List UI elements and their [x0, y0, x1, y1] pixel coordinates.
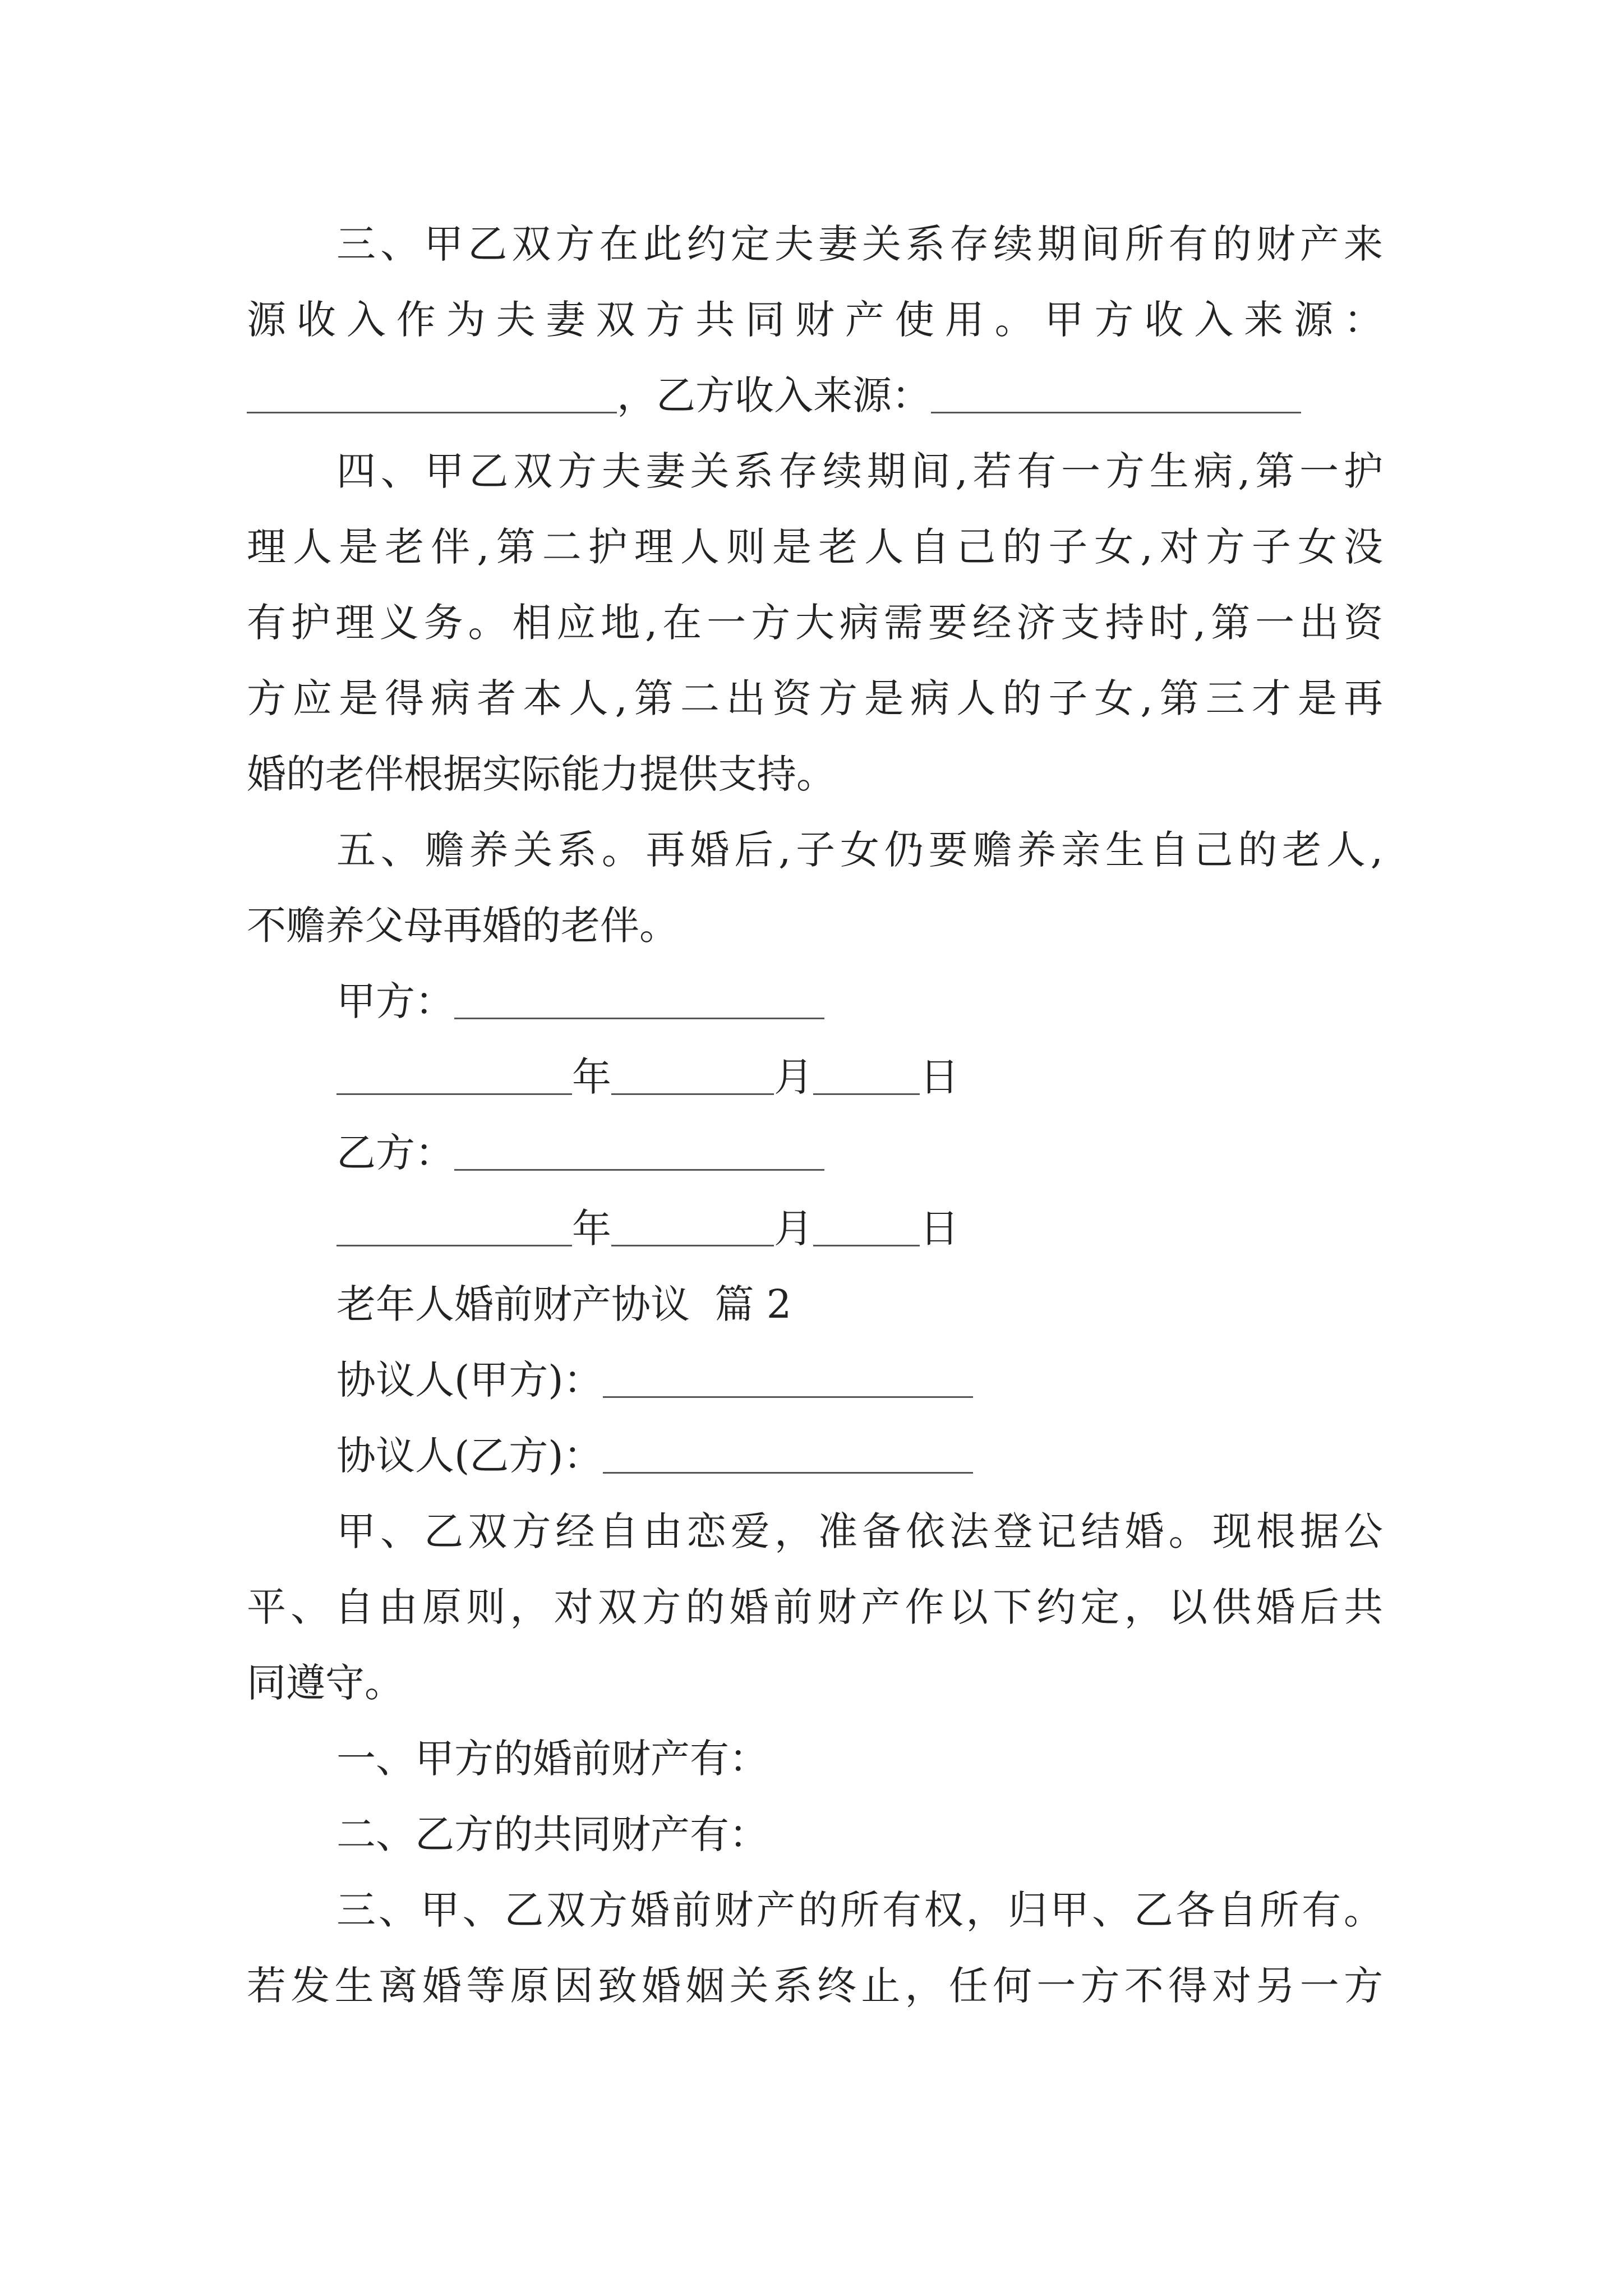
- paragraph-line: 甲、乙双方经自由恋爱，准备依法登记结婚。现根据公: [336, 1508, 1383, 1554]
- blank-underline: [813, 1054, 920, 1095]
- blank-underline: [336, 1205, 572, 1246]
- list-item: 二、乙方的共同财产有：: [336, 1811, 768, 1857]
- blank-underline: [247, 372, 617, 413]
- blank-underline: [603, 1357, 973, 1398]
- paragraph-line: 源收入作为夫妻双方共同财产使用。甲方收入来源：: [247, 297, 1383, 343]
- paragraph-line: 三、甲、乙双方婚前财产的所有权，归甲、乙各自所有。: [336, 1887, 1383, 1933]
- date-line: [336, 1049, 959, 1105]
- paragraph-line: 有护理义务。相应地,在一方大病需要经济支持时,第一出资: [247, 600, 1383, 646]
- paragraph-line: 四、甲乙双方夫妻关系存续期间,若有一方生病,第一护: [336, 448, 1383, 494]
- party-a-label: 甲方：: [336, 978, 454, 1024]
- month-label: 月: [774, 1054, 813, 1100]
- paragraph-line: 理人是老伴,第二护理人则是老人自己的子女,对方子女没: [247, 524, 1383, 570]
- blank-underline: [336, 1054, 572, 1095]
- year-label: 年: [572, 1205, 611, 1251]
- blank-underline: [931, 372, 1301, 413]
- signature-line-party-a: [336, 973, 824, 1029]
- paragraph-line: 同遵守。: [247, 1660, 404, 1706]
- paragraph-line: 婚的老伴根据实际能力提供支持。: [247, 751, 836, 797]
- agreement-party-a-label: 协议人(甲方)：: [336, 1357, 603, 1403]
- year-label: 年: [572, 1054, 611, 1100]
- month-label: 月: [774, 1205, 813, 1251]
- section-title: 老年人婚前财产协议 篇 2: [336, 1281, 792, 1327]
- blank-underline: [454, 978, 824, 1019]
- paragraph-line: 三、甲乙双方在此约定夫妻关系存续期间所有的财产来: [336, 221, 1383, 267]
- paragraph-line: 方应是得病者本人,第二出资方是病人的子女,第三才是再: [247, 675, 1383, 721]
- blank-underline: [813, 1205, 920, 1246]
- paragraph-line: 不赡养父母再婚的老伴。: [247, 903, 679, 949]
- list-item: 一、甲方的婚前财产有：: [336, 1736, 768, 1782]
- blank-underline: [454, 1130, 824, 1171]
- blank-underline: [603, 1433, 973, 1474]
- blank-underline: [611, 1205, 774, 1246]
- day-label: 日: [920, 1054, 959, 1100]
- paragraph-line: 平、自由原则，对双方的婚前财产作以下约定，以供婚后共: [247, 1584, 1383, 1630]
- date-line: [336, 1200, 959, 1257]
- paragraph-line: [247, 367, 1301, 424]
- income-label: ，乙方收入来源：: [617, 372, 931, 418]
- agreement-party-b: [336, 1428, 973, 1484]
- paragraph-line: 五、赡养关系。再婚后,子女仍要赡养亲生自己的老人,: [336, 827, 1383, 873]
- agreement-party-a: [336, 1352, 973, 1408]
- day-label: 日: [920, 1205, 959, 1251]
- agreement-party-b-label: 协议人(乙方)：: [336, 1433, 603, 1479]
- party-b-label: 乙方：: [336, 1130, 454, 1176]
- signature-line-party-b: [336, 1125, 824, 1181]
- blank-underline: [611, 1054, 774, 1095]
- paragraph-line: 若发生离婚等原因致婚姻关系终止，任何一方不得对另一方: [247, 1963, 1383, 2009]
